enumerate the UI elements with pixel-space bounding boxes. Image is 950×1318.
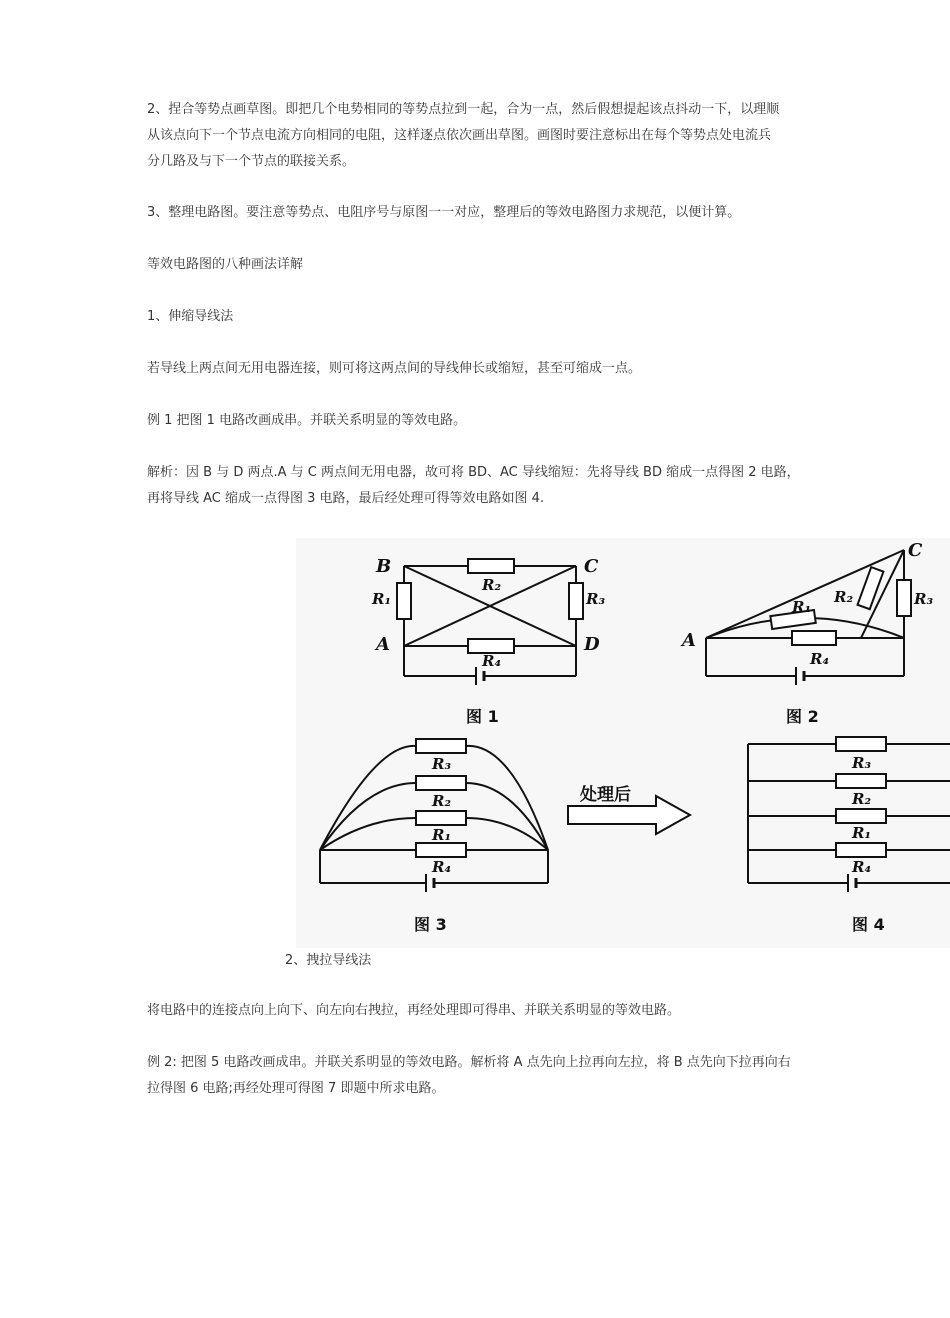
circuit-figure — [296, 538, 950, 948]
fig4-r3-resistor — [836, 737, 886, 751]
circuit-figure-svg — [296, 538, 950, 948]
fig1-node-d: D — [584, 634, 600, 655]
example2-text — [147, 1050, 812, 1102]
fig1-node-a: A — [376, 634, 390, 655]
fig2-node-a: A — [682, 630, 696, 651]
text-line: 从该点向下一个节点电流方向相同的电阻，这样逐点依次画出草图。画图时要注意标出在每个等势点处电流兵 — [147, 128, 772, 143]
fig4-r2-resistor — [836, 774, 886, 788]
fig4-r2-label: R₂ — [852, 790, 872, 808]
fig4-r4-label: R₄ — [852, 858, 872, 876]
fig3-r4-resistor — [416, 843, 466, 857]
paragraph-step2 — [147, 97, 812, 175]
paragraph-step3 — [147, 200, 812, 226]
fig1-r3-label: R₃ — [586, 590, 606, 608]
fig2-r1-label: R₁ — [792, 598, 812, 616]
fig2-caption: 图 2 — [786, 707, 819, 726]
fig3-r1-resistor — [416, 811, 466, 825]
text-line: 1、伸缩导线法 — [147, 309, 234, 324]
text-line: 3、整理电路图。要注意等势点、电阻序号与原图一一对应，整理后的等效电路图力求规范，以便计算。 — [147, 205, 741, 220]
fig4-r1-resistor — [836, 809, 886, 823]
analysis1-text — [147, 460, 812, 512]
fig3-r4-label: R₄ — [432, 858, 452, 876]
text-line: 例 1 把图 1 电路改画成串。并联关系明显的等效电路。 — [147, 413, 467, 428]
fig4-r4-resistor — [836, 843, 886, 857]
text-line: 再将导线 AC 缩成一点得图 3 电路，最后经处理可得等效电路如图 4. — [147, 491, 545, 506]
fig2-node-c: C — [908, 540, 923, 561]
method1-title — [147, 304, 812, 330]
fig3-caption: 图 3 — [414, 915, 447, 934]
fig2-r2-label: R₂ — [834, 588, 854, 606]
text-line: 若导线上两点间无用电器连接，则可将这两点间的导线伸长或缩短，甚至可缩成一点。 — [147, 361, 642, 376]
fig3-r3-resistor — [416, 739, 466, 753]
fig1-r2-label: R₂ — [482, 576, 502, 594]
text-line: 解析：因 B 与 D 两点.A 与 C 两点间无用电器，故可将 BD、AC 导线缩短：先将导线 BD 缩成一点得图 2 电路， — [147, 465, 800, 480]
fig3-r1-label: R₁ — [432, 826, 452, 844]
example1-text — [147, 408, 812, 434]
text-line: 等效电路图的八种画法详解 — [147, 257, 304, 272]
text-line: 例 2: 把图 5 电路改画成串。并联关系明显的等效电路。解析将 A 点先向上拉再向左拉，将 B 点先向下拉再向右 — [147, 1055, 791, 1070]
text-line: 分几路及与下一个节点的联接关系。 — [147, 154, 356, 169]
fig1-r3-resistor — [569, 583, 583, 619]
method2-title — [285, 948, 950, 974]
fig1-r1-resistor — [397, 583, 411, 619]
method1-description — [147, 356, 812, 382]
fig2-r3-label: R₃ — [914, 590, 934, 608]
fig1-r1-label: R₁ — [372, 590, 392, 608]
text-line: 2、捏合等势点画草图。即把几个电势相同的等势点拉到一起，合为一点，然后假想提起该点抖动一下，以理顺 — [147, 102, 780, 117]
text-line: 2、拽拉导线法 — [285, 953, 372, 968]
fig4-caption: 图 4 — [852, 915, 885, 934]
fig4-r1-label: R₁ — [852, 824, 872, 842]
method2-description — [147, 998, 812, 1024]
fig4-r3-label: R₃ — [852, 754, 872, 772]
fig1-r4-resistor — [468, 639, 514, 653]
arrow-label: 处理后 — [580, 785, 631, 805]
text-line: 将电路中的连接点向上向下、向左向右拽拉，再经处理即可得串、并联关系明显的等效电路。 — [147, 1003, 681, 1018]
text-line: 拉得图 6 电路;再经处理可得图 7 即题中所求电路。 — [147, 1081, 445, 1096]
fig2-r3-resistor — [897, 580, 911, 616]
fig1-r4-label: R₄ — [482, 652, 502, 670]
fig3-r3-label: R₃ — [432, 755, 452, 773]
fig3-r2-resistor — [416, 776, 466, 790]
fig1-caption: 图 1 — [466, 707, 499, 726]
fig3-r2-label: R₂ — [432, 792, 452, 810]
fig1-node-b: B — [376, 556, 392, 577]
fig2-r4-resistor — [792, 631, 836, 645]
fig2-r4-label: R₄ — [810, 650, 830, 668]
fig1-r2-resistor — [468, 559, 514, 573]
fig1-node-c: C — [584, 556, 599, 577]
section-title — [147, 252, 812, 278]
